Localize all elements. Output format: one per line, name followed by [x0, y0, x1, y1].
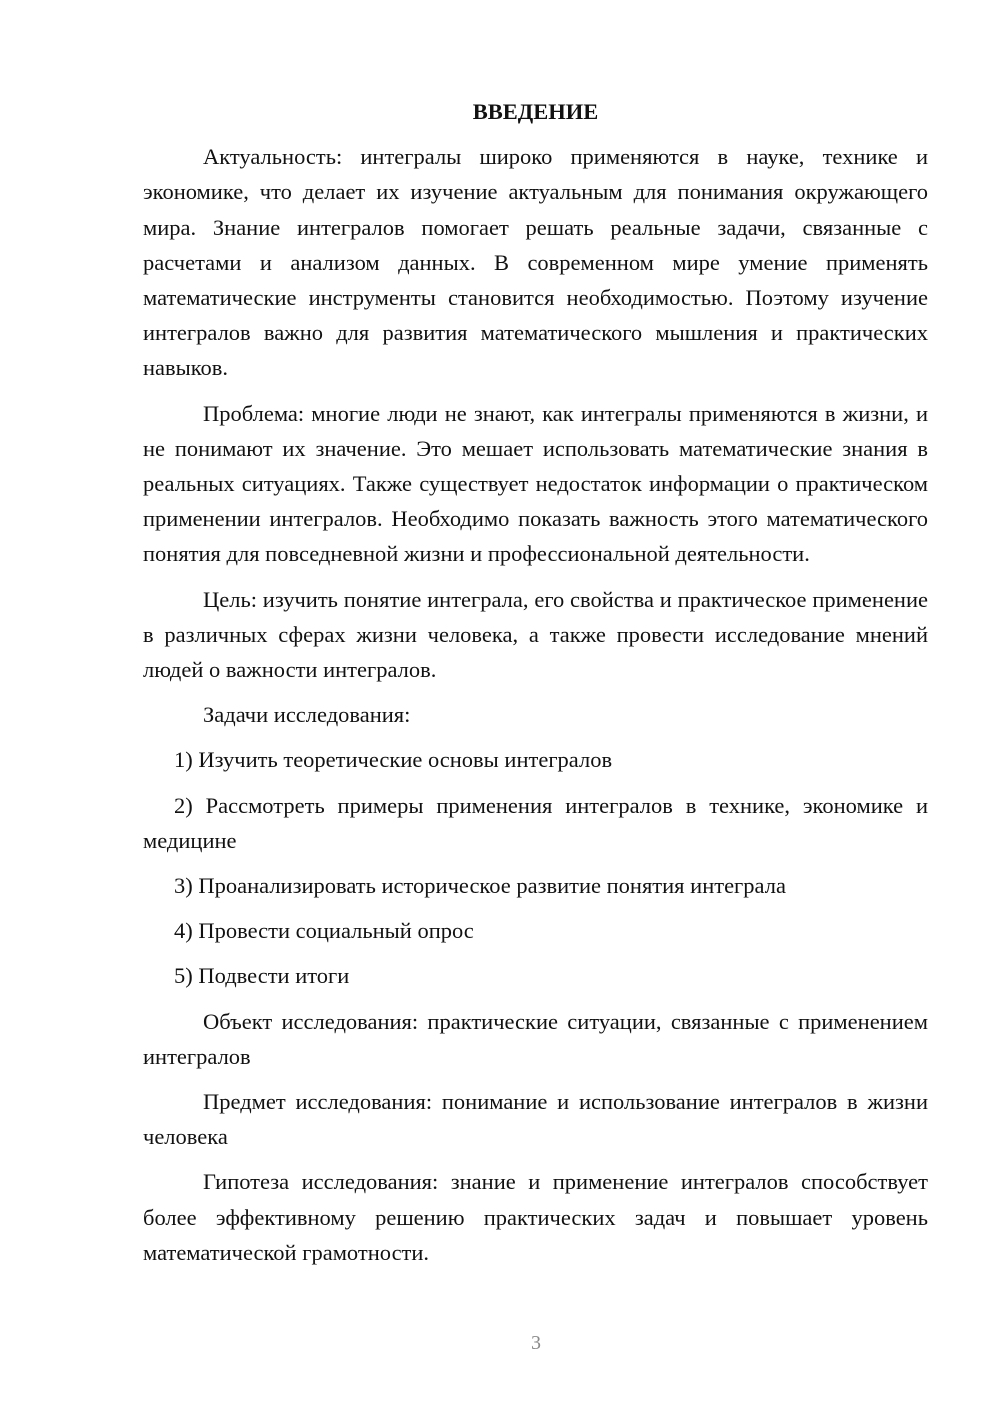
object-paragraph: Объект исследования: практические ситуации, связанные с применением интегралов — [143, 1008, 928, 1069]
tasks-heading: Задачи исследования: — [203, 702, 411, 728]
subject-paragraph: Предмет исследования: понимание и использование интегралов в жизни человека — [143, 1089, 928, 1150]
relevance-paragraph: Актуальность: интегралы широко применяются в науке, технике и экономике, что делает их изучение актуальным для понимания окружающего мира. Знание интегралов помогает решать реальные задачи, связанные с расчетами и анализом данных. В современном мире умение применять математические инструменты становится необходимостью. Поэтому изучение интегралов важно для развития математического мышления и практических навыков. — [143, 144, 928, 381]
hypothesis-paragraph: Гипотеза исследования: знание и применение интегралов способствует более эффективному решению практических задач и повышает уровень математической грамотности. — [143, 1169, 928, 1265]
section-title: ВВЕДЕНИЕ — [472, 99, 599, 124]
task-item: 3) Проанализировать историческое развитие понятия интеграла — [174, 873, 786, 899]
problem-paragraph: Проблема: многие люди не знают, как интегралы применяются в жизни, и не понимают их значение. Это мешает использовать математические знания в реальных ситуациях. Также существует недостаток информации о практическом применении интегралов. Необходимо показать важность этого математического понятия для повседневной жизни и профессиональной деятельности. — [143, 400, 928, 567]
document-page — [143, 94, 928, 1280]
task-item: 1) Изучить теоретические основы интегралов — [174, 747, 613, 773]
page-number: 3 — [531, 1332, 541, 1354]
task-item: 5) Подвести итоги — [174, 963, 350, 989]
goal-paragraph: Цель: изучить понятие интеграла, его свойства и практическое применение в различных сферах жизни человека, а также провести исследование мнений людей о важности интегралов. — [143, 586, 928, 683]
task-item: 2) Рассмотреть примеры применения интегралов в технике, экономике и медицине — [143, 792, 928, 853]
task-item: 4) Провести социальный опрос — [174, 918, 474, 944]
